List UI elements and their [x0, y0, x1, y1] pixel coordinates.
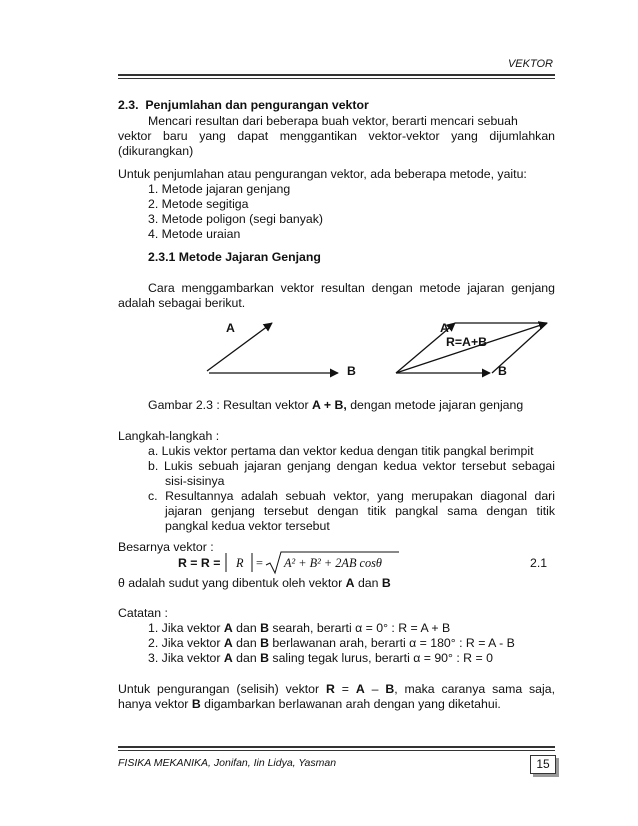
- step-a: a. Lukis vektor pertama dan vektor kedua dengan titik pangkal berimpit: [148, 444, 534, 458]
- running-header: VEKTOR: [507, 58, 553, 70]
- note-item: [148, 621, 450, 636]
- note-text: 3. Jika vektor: [148, 651, 224, 665]
- note-post: saling tegak lurus, berarti α = 90° : R = 0: [269, 651, 493, 665]
- paragraph-line: Cara menggambarkan vektor resultan dengan metode jajaran genjang: [148, 281, 555, 295]
- formula-inner-r: R: [236, 556, 244, 570]
- formula-lhs: R = R =: [178, 556, 221, 570]
- closing-a: A: [355, 682, 365, 696]
- formula-equals: =: [256, 556, 263, 570]
- vector-a-arrow: [207, 323, 272, 371]
- caption-text: Gambar 2.3 : Resultan vektor: [148, 398, 313, 412]
- figure-caption: [148, 398, 523, 413]
- paragraph-line: Mencari resultan dari beberapa buah vektor, berarti mencari sebuah: [148, 114, 518, 128]
- closing-line-1: [118, 682, 555, 697]
- formula-expression: A² + B² + 2AB cosθ: [284, 556, 382, 570]
- closing-text: hanya vektor: [118, 697, 192, 711]
- note-post: berlawanan arah, berarti α = 180° : R = A - B: [269, 636, 515, 650]
- caption-text-end: dengan metode jajaran genjang: [346, 398, 524, 412]
- note-text: 1. Jika vektor: [148, 621, 224, 635]
- note-a: A: [223, 621, 233, 635]
- theta-note-b: B: [381, 576, 391, 590]
- closing-r: R: [325, 682, 335, 696]
- closing-text: Untuk pengurangan (selisih) vektor: [118, 682, 326, 696]
- closing-minus: –: [364, 682, 386, 696]
- theta-note-a: A: [345, 576, 355, 590]
- paragraph-line: adalah sebagai berikut.: [118, 296, 246, 310]
- method-item: 1. Metode jajaran genjang: [148, 182, 291, 196]
- notes-title: Catatan :: [118, 606, 168, 620]
- equation-number: 2.1: [530, 556, 548, 570]
- page-number: 15: [530, 755, 556, 774]
- figure-label-b-right: B: [498, 364, 507, 378]
- note-b: B: [260, 621, 269, 635]
- figure-label-resultant: R=A+B: [446, 335, 488, 349]
- figure-label-a-right: A: [440, 321, 449, 335]
- method-item: 3. Metode poligon (segi banyak): [148, 212, 323, 226]
- footer-credit: FISIKA MEKANIKA, Jonifan, Iin Lidya, Yasman: [118, 757, 337, 769]
- step-c: c. Resultannya adalah sebuah vektor, yang merupakan diagonal dari: [148, 489, 555, 503]
- note-mid: dan: [232, 651, 261, 665]
- closing-line-2: [118, 697, 501, 712]
- method-item: 2. Metode segitiga: [148, 197, 249, 211]
- footer-rule-thin: [118, 750, 555, 751]
- note-item: [148, 651, 493, 666]
- magnitude-intro: Besarnya vektor :: [118, 540, 214, 554]
- subsection-title: 2.3.1 Metode Jajaran Genjang: [148, 250, 321, 264]
- section-number: 2.3.: [118, 98, 139, 112]
- closing-b: B: [385, 682, 395, 696]
- theta-note-text: θ adalah sudut yang dibentuk oleh vektor: [118, 576, 346, 590]
- methods-intro: Untuk penjumlahan atau pengurangan vektor, ada beberapa metode, yaitu:: [118, 167, 527, 181]
- step-b: b. Lukis sebuah jajaran genjang dengan kedua vektor tersebut sebagai: [148, 459, 555, 473]
- paragraph-line: (dikurangkan): [118, 144, 194, 158]
- note-a: A: [223, 636, 233, 650]
- closing-b: B: [191, 697, 201, 711]
- paragraph-line: vektor baru yang dapat menggantikan vektor-vektor yang dijumlahkan: [118, 129, 555, 143]
- note-b: B: [260, 651, 269, 665]
- note-post: searah, berarti α = 0° : R = A + B: [269, 621, 451, 635]
- note-b: B: [260, 636, 269, 650]
- method-item: 4. Metode uraian: [148, 227, 241, 241]
- note-text: 2. Jika vektor: [148, 636, 224, 650]
- caption-bold: A + B,: [312, 398, 347, 412]
- theta-note-mid: dan: [354, 576, 382, 590]
- footer-rule: [118, 746, 555, 748]
- note-a: A: [223, 651, 233, 665]
- figure-label-a-left: A: [226, 321, 235, 335]
- section-title: Penjumlahan dan pengurangan vektor: [145, 98, 369, 112]
- note-mid: dan: [232, 636, 261, 650]
- closing-eq: =: [334, 682, 356, 696]
- theta-note: [118, 576, 391, 591]
- closing-post: , maka caranya sama saja,: [394, 682, 556, 696]
- note-mid: dan: [232, 621, 261, 635]
- step-c-cont: jajaran genjang tersebut dengan titik pangkal sama dengan titik: [165, 504, 555, 518]
- step-c-cont: pangkal kedua vektor tersebut: [165, 519, 330, 533]
- step-b-cont: sisi-sisinya: [165, 474, 225, 488]
- steps-intro: Langkah-langkah :: [118, 429, 220, 443]
- note-item: [148, 636, 515, 651]
- figure-label-b-left: B: [347, 364, 356, 378]
- closing-post: digambarkan berlawanan arah dengan yang diketahui.: [200, 697, 501, 711]
